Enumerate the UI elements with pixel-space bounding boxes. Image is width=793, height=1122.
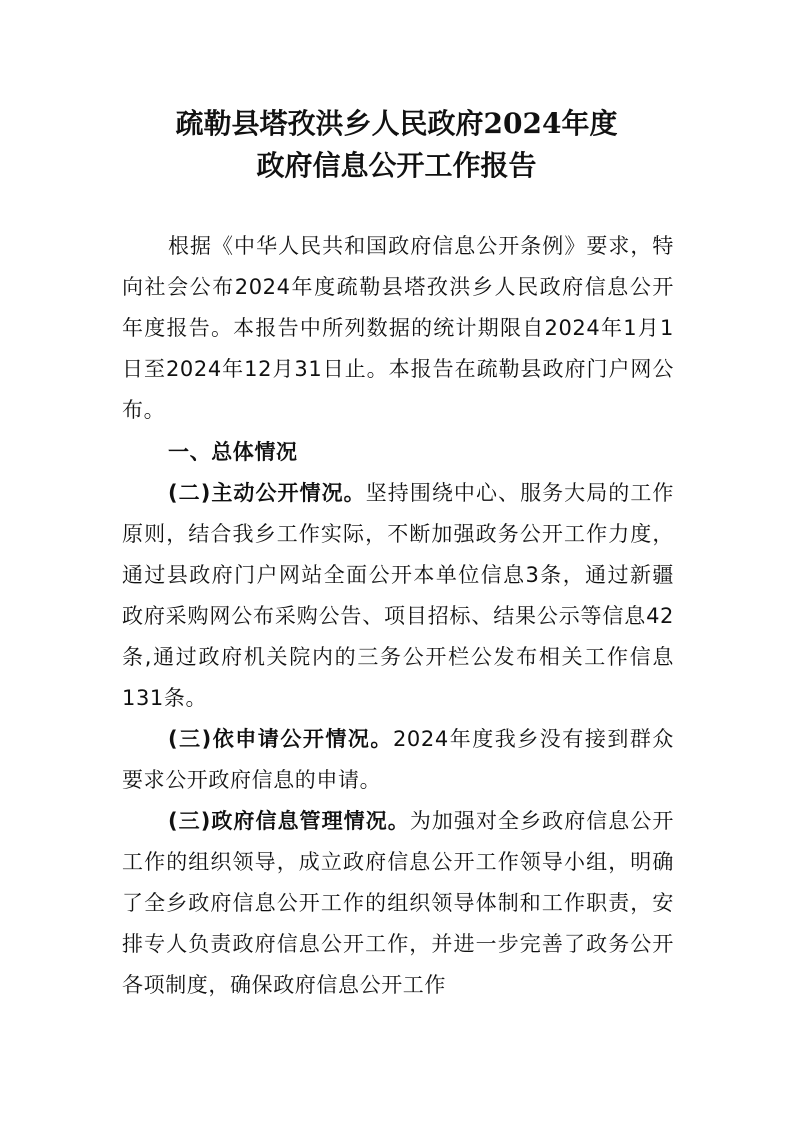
paragraph-information-management (122, 801, 674, 1006)
paragraph-lead-information-management: (三)政府信息管理情况。 (168, 809, 410, 833)
paragraph-text-information-management: 为加强对全乡政府信息公开工作的组织领导，成立政府信息公开工作领导小组，明确了全乡政府信息公开工作的组织领导体制和工作职责，安排专人负责政府信息公开工作，并进一步完善了政务公开各项制度，确保政府信息公开工作 (122, 809, 674, 997)
paragraph-active-disclosure (122, 473, 674, 719)
report-title-line-2: 政府信息公开工作报告 (256, 149, 537, 182)
paragraph-text-active-disclosure: 坚持围绕中心、服务大局的工作原则，结合我乡工作实际，不断加强政务公开工作力度，通过县政府门户网站全面公开本单位信息3条，通过新疆政府采购网公布采购公告、项目招标、结果公示等信息42条,通过政府机关院内的三务公开栏公发布相关工作信息131条。 (122, 481, 674, 710)
paragraph-lead-application-disclosure: (三)依申请公开情况。 (168, 727, 393, 751)
paragraph-text-application-disclosure: 2024年度我乡没有接到群众要求公开政府信息的申请。 (122, 727, 674, 792)
paragraph-lead-active-disclosure: (二)主动公开情况。 (168, 481, 366, 505)
section-heading-overview: 一、总体情况 (168, 440, 298, 464)
report-title-line-1: 疏勒县塔孜洪乡人民政府2024年度 (175, 107, 618, 140)
intro-paragraph: 根据《中华人民共和国政府信息公开条例》要求，特向社会公布2024年度疏勒县塔孜洪乡人民政府信息公开年度报告。本报告中所列数据的统计期限自2024年1月1日至2024年12月31日止。本报告在疏勒县政府门户网公布。 (122, 234, 674, 422)
paragraph-application-disclosure (122, 719, 674, 801)
